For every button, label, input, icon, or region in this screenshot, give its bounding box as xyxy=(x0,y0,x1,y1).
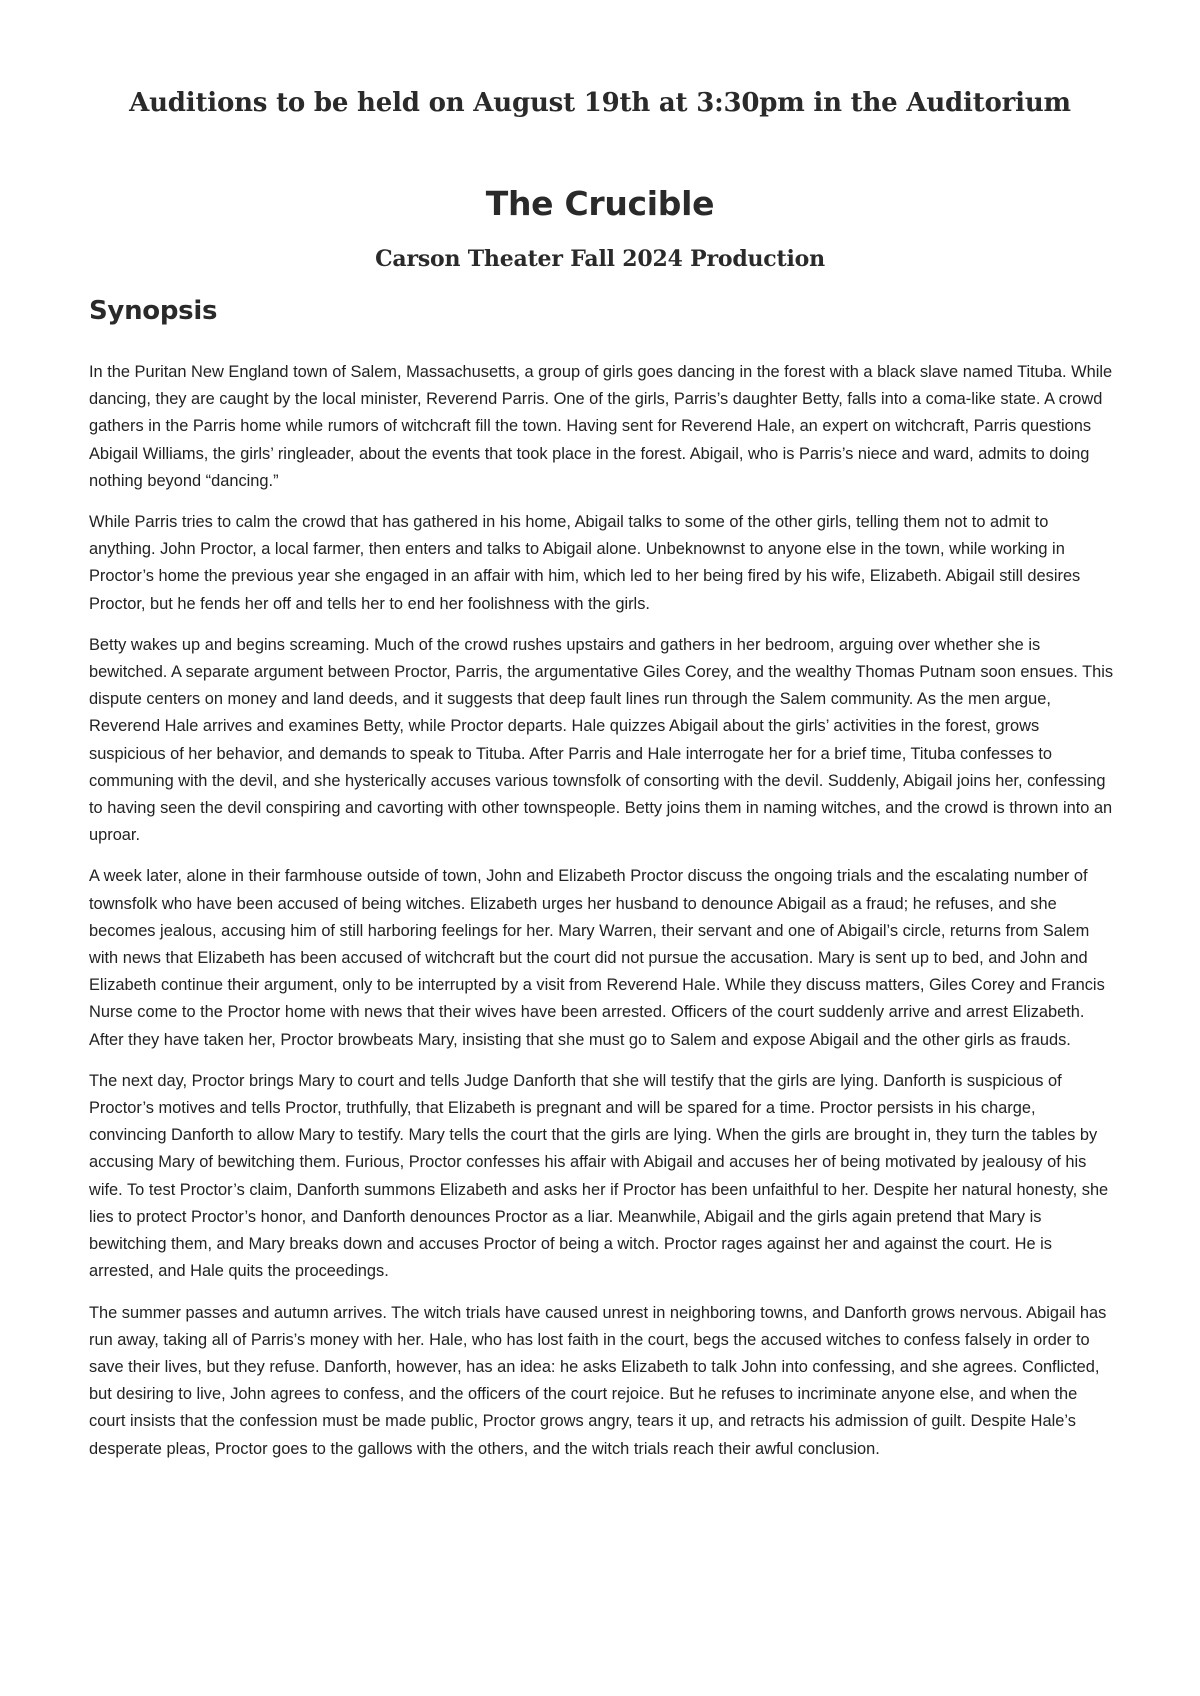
synopsis-paragraph: A week later, alone in their farmhouse outside of town, John and Elizabeth Proctor discuss the ongoing trials and the escalating number of townsfolk who have been accused of being witches. Elizabeth urges her husband to denounce Abigail as a fraud; he refuses, and she becomes jealous, accusing him of still harboring feelings for her. Mary Warren, their servant and one of Abigail’s circle, returns from Salem with news that Elizabeth has been accused of witchcraft but the court did not pursue the accusation. Mary is sent up to bed, and John and Elizabeth continue their argument, only to be interrupted by a visit from Reverend Hale. While they discuss matters, Giles Corey and Francis Nurse come to the Proctor home with news that their wives have been arrested. Officers of the court suddenly arrive and arrest Elizabeth. After they have taken her, Proctor browbeats Mary, insisting that she must go to Salem and expose Abigail and the other girls as frauds. xyxy=(89,867,1105,1049)
synopsis-paragraph: Betty wakes up and begins screaming. Much of the crowd rushes upstairs and gathers in her bedroom, arguing over whether she is bewitched. A separate argument between Proctor, Parris, the argumentative Giles Corey, and the wealthy Thomas Putnam soon ensues. This dispute centers on money and land deeds, and it suggests that deep fault lines run through the Salem community. As the men argue, Reverend Hale arrives and examines Betty, while Proctor departs. Hale quizzes Abigail about the girls’ activities in the forest, grows suspicious of her behavior, and demands to speak to Tituba. After Parris and Hale interrogate her for a brief time, Tituba confesses to communing with the devil, and she hysterically accuses various townsfolk of consorting with the devil. Suddenly, Abigail joins her, confessing to having seen the devil conspiring and cavorting with other townspeople. Betty joins them in naming witches, and the crowd is thrown into an uproar. xyxy=(89,635,1114,845)
synopsis-paragraph: In the Puritan New England town of Salem, Massachusetts, a group of girls goes dancing in the forest with a black slave named Tituba. While dancing, they are caught by the local minister, Reverend Parris. One of the girls, Parris’s daughter Betty, falls into a coma-like state. A crowd gathers in the Parris home while rumors of witchcraft fill the town. Having sent for Reverend Hale, an expert on witchcraft, Parris questions Abigail Williams, the girls’ ringleader, about the events that took place in the forest. Abigail, who is Parris’s niece and ward, admits to doing nothing beyond “dancing.” xyxy=(89,363,1113,490)
page-title: The Crucible xyxy=(485,184,715,223)
production-subtitle: Carson Theater Fall 2024 Production xyxy=(375,246,825,272)
synopsis-paragraph: The next day, Proctor brings Mary to court and tells Judge Danforth that she will testify that the girls are lying. Danforth is suspicious of Proctor’s motives and tells Proctor, truthfully, that Elizabeth is pregnant and will be spared for a time. Proctor persists in his charge, convincing Danforth to allow Mary to testify. Mary tells the court that the girls are lying. When the girls are brought in, they turn the tables by accusing Mary of bewitching them. Furious, Proctor confesses his affair with Abigail and accuses her of being motivated by jealousy of his wife. To test Proctor’s claim, Danforth summons Elizabeth and asks her if Proctor has been unfaithful to her. Despite her natural honesty, she lies to protect Proctor’s honor, and Danforth denounces Proctor as a liar. Meanwhile, Abigail and the girls again pretend that Mary is bewitching them, and Mary breaks down and accuses Proctor of being a witch. Proctor rages against her and against the court. He is arrested, and Hale quits the proceedings. xyxy=(89,1071,1109,1281)
synopsis-paragraph: The summer passes and autumn arrives. The witch trials have caused unrest in neighboring towns, and Danforth grows nervous. Abigail has run away, taking all of Parris’s money with her. Hale, who has lost faith in the court, begs the accused witches to confess falsely in order to save their lives, but they refuse. Danforth, however, has an idea: he asks Elizabeth to talk John into confessing, and she agrees. Conflicted, but desiring to live, John agrees to confess, and the officers of the court rejoice. But he refuses to incriminate anyone else, and when the court insists that the confession must be made public, Proctor grows angry, tears it up, and retracts his admission of guilt. Despite Hale’s desperate pleas, Proctor goes to the gallows with the others, and the witch trials reach their awful conclusion. xyxy=(89,1303,1107,1458)
synopsis-body xyxy=(89,359,1115,1477)
synopsis-paragraph: While Parris tries to calm the crowd that has gathered in his home, Abigail talks to some of the other girls, telling them not to admit to anything. John Proctor, a local farmer, then enters and talks to Abigail alone. Unbeknownst to anyone else in the town, while working in Proctor’s home the previous year she engaged in an affair with him, which led to her being fired by his wife, Elizabeth. Abigail still desires Proctor, but he fends her off and tells her to end her foolishness with the girls. xyxy=(89,513,1081,613)
audition-notice: Auditions to be held on August 19th at 3:30pm in the Auditorium xyxy=(129,88,1071,118)
synopsis-heading: Synopsis xyxy=(89,296,218,326)
